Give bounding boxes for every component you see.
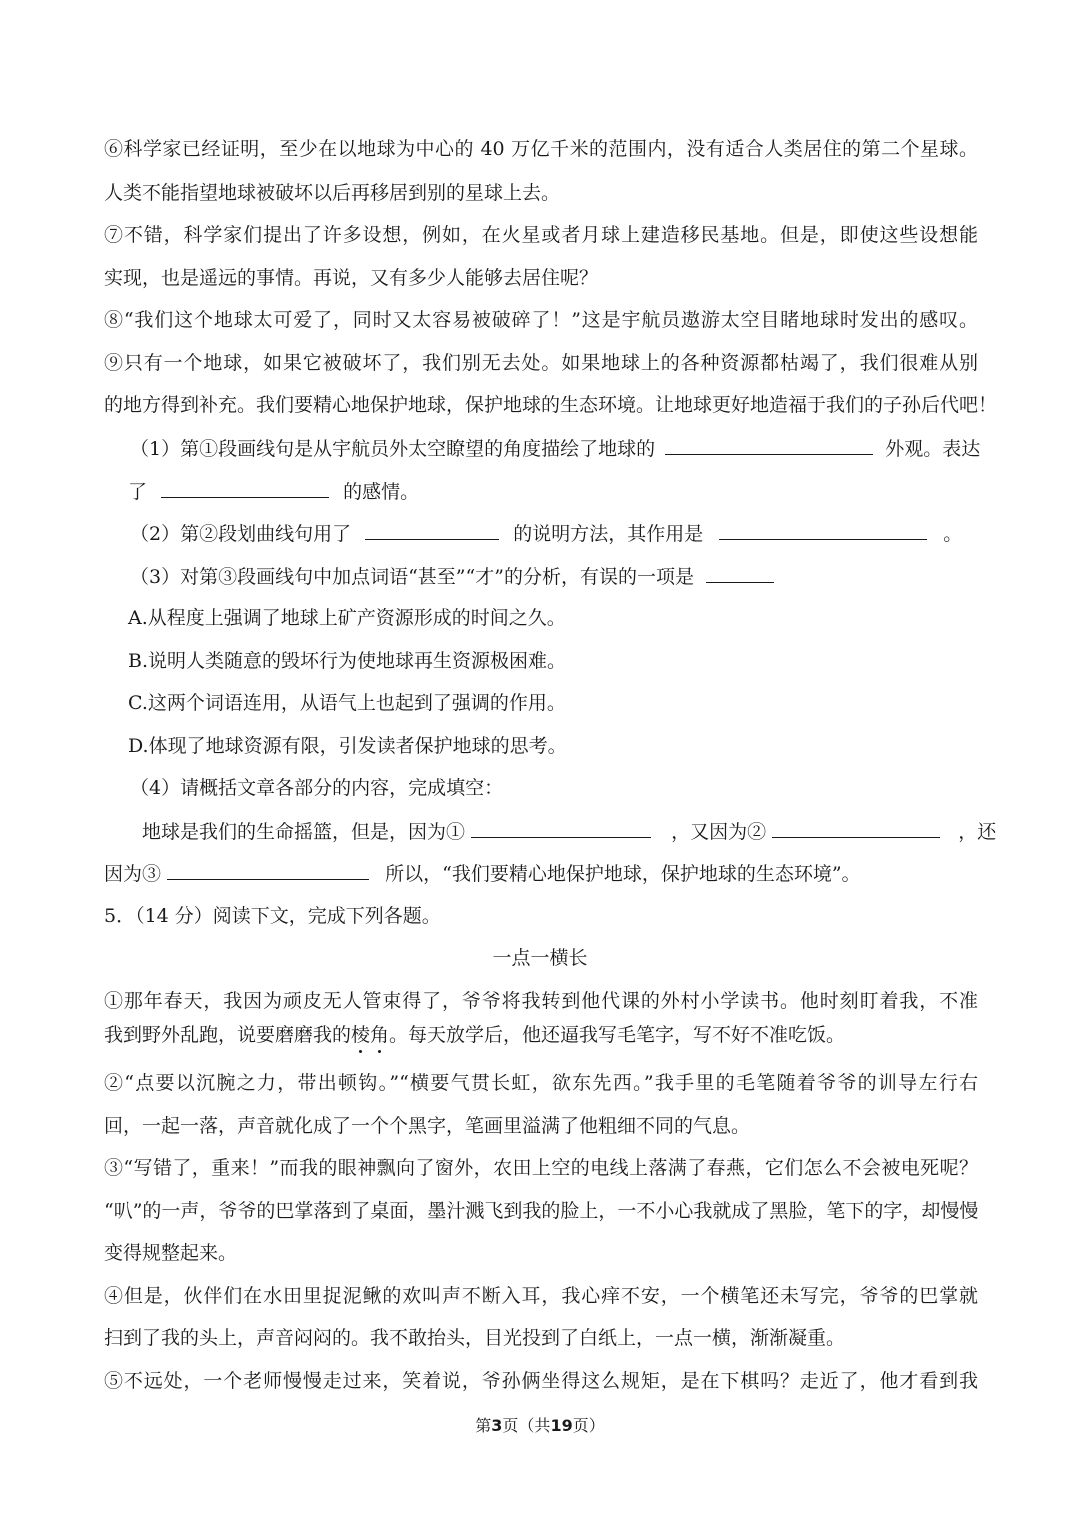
question-4-fill-line-2 [104,861,978,886]
paragraph-8-line-1: ⑧“我们这个地球太可爱了，同时又太容易被破碎了！”这是宇航员遨游太空目睹地球时发出的感叹。 [104,309,978,331]
footer-page-number: 3 [491,1416,503,1435]
question-4-fill-line-1 [142,819,997,844]
s5-paragraph-4-line-1: ④但是，伙伴们在水田里捉泥鳅的欢叫声不断入耳，我心痒不安，一个横笔还未写完，爷爷的巴掌就 [104,1285,978,1307]
paragraph-6-line-2: 人类不能指望地球被破坏以后再移居到别的星球上去。 [104,182,561,204]
question-1-line-2 [128,479,978,504]
section-5-title: 一点一横长 [492,947,588,969]
dotted-char-2: 角 [370,1024,390,1046]
s5-paragraph-1-line-1: ①那年春天，我因为顽皮无人管束得了，爷爷将我转到他代课的外村小学读书。他时刻盯着我，不准 [104,990,978,1012]
s5-paragraph-1-line-2 [104,1023,978,1047]
question-4-line: （4）请概括文章各部分的内容，完成填空： [130,777,504,799]
paragraph-6-line-1: ⑥科学家已经证明，至少在以地球为中心的 40 万亿千米的范围内，没有适合人类居住的第二个星球。 [104,138,978,160]
question-1-text-a: （1）第①段画线句是从宇航员外太空瞭望的角度描绘了地球的 [130,438,656,460]
footer-pre: 第 [475,1416,492,1435]
s5-paragraph-3-line-3: 变得规整起来。 [104,1242,238,1264]
s5-paragraph-2-line-1: ②“点要以沉腕之力，带出顿钩。”“横要气贯长虹，欲东先西。”我手里的毛笔随着爷爷的训导左行右 [104,1072,978,1094]
question-3-line [130,564,978,589]
question-1-text-c: 了 [128,481,148,503]
footer-mid: 页（共 [502,1416,551,1435]
s5-paragraph-3-line-1: ③“写错了，重来！”而我的眼神飘向了窗外，农田上空的电线上落满了春燕，它们怎么不会被电死呢？ [104,1157,978,1179]
question-1-text-b: 外观。表达 [885,438,981,460]
dotted-char-1: 棱 [351,1024,371,1046]
s5-paragraph-1-text-a: 我到野外乱跑，说要磨磨我的 [104,1024,352,1046]
question-2-text-c: 。 [943,523,963,545]
s5-paragraph-5-line-1: ⑤不远处，一个老师慢慢走过来，笑着说，爷孙俩坐得这么规矩，是在下棋吗？走近了，他才看到我 [104,1370,978,1392]
question-2-blank-1[interactable] [365,521,499,540]
page-footer [0,1416,1080,1436]
s5-paragraph-1-text-b: 。每天放学后，他还逼我写毛笔字，写不好不准吃饭。 [389,1024,846,1046]
question-4-fill-text-d: 因为③ [104,863,162,885]
option-c: C.这两个词语连用，从语气上也起到了强调的作用。 [128,692,566,714]
question-3-blank[interactable] [706,564,774,583]
question-4-fill-text-a: 地球是我们的生命摇篮，但是，因为① [142,821,466,843]
question-4-blank-3[interactable] [167,861,369,880]
question-2-line [130,521,978,546]
question-4-fill-text-e: 所以，“我们要精心地保护地球，保护地球的生态环境”。 [385,863,861,885]
question-4-fill-text-b: ，又因为② [671,821,767,843]
question-1-blank-2[interactable] [161,479,329,498]
s5-paragraph-3-line-2: “叭”的一声，爷爷的巴掌落到了桌面，墨汁溅飞到我的脸上，一不小心我就成了黑脸，笔下的字，却慢慢 [104,1200,979,1222]
section-5-header: 5．（14 分）阅读下文，完成下列各题。 [104,905,441,927]
footer-post: 页） [572,1416,605,1435]
option-a: A.从程度上强调了地球上矿产资源形成的时间之久。 [128,607,566,629]
paragraph-7-line-2: 实现，也是遥远的事情。再说，又有多少人能够去居住呢？ [104,267,599,289]
question-1-text-d: 的感情。 [343,481,420,503]
question-2-text-a: （2）第②段划曲线句用了 [130,523,352,545]
option-d: D.体现了地球资源有限，引发读者保护地球的思考。 [128,735,567,757]
footer-total-pages: 19 [550,1416,573,1435]
paragraph-9-line-2: 的地方得到补充。我们要精心地保护地球，保护地球的生态环境。让地球更好地造福于我们的子孙后代吧！ [104,394,998,416]
question-4-blank-1[interactable] [471,819,651,838]
s5-paragraph-2-line-2: 回，一起一落，声音就化成了一个个黑字，笔画里溢满了他粗细不同的气息。 [104,1115,751,1137]
option-b: B.说明人类随意的毁坏行为使地球再生资源极困难。 [128,650,567,672]
question-4-fill-text-c: ，还 [958,821,997,843]
question-1-line-1 [130,436,981,461]
question-1-blank-1[interactable] [665,436,873,455]
s5-paragraph-4-line-2: 扫到了我的头上，声音闷闷的。我不敢抬头，目光投到了白纸上，一点一横，渐渐凝重。 [104,1327,846,1349]
question-3-text: （3）对第③段画线句中加点词语“甚至”“才”的分析，有误的一项是 [130,566,694,588]
paragraph-9-line-1: ⑨只有一个地球，如果它被破坏了，我们别无去处。如果地球上的各种资源都枯竭了，我们很难从别 [104,352,978,374]
question-2-blank-2[interactable] [719,521,927,540]
paragraph-7-line-1: ⑦不错，科学家们提出了许多设想，例如，在火星或者月球上建造移民基地。但是，即使这些设想能 [104,224,978,246]
question-4-blank-2[interactable] [772,819,940,838]
question-2-text-b: 的说明方法，其作用是 [513,523,704,545]
